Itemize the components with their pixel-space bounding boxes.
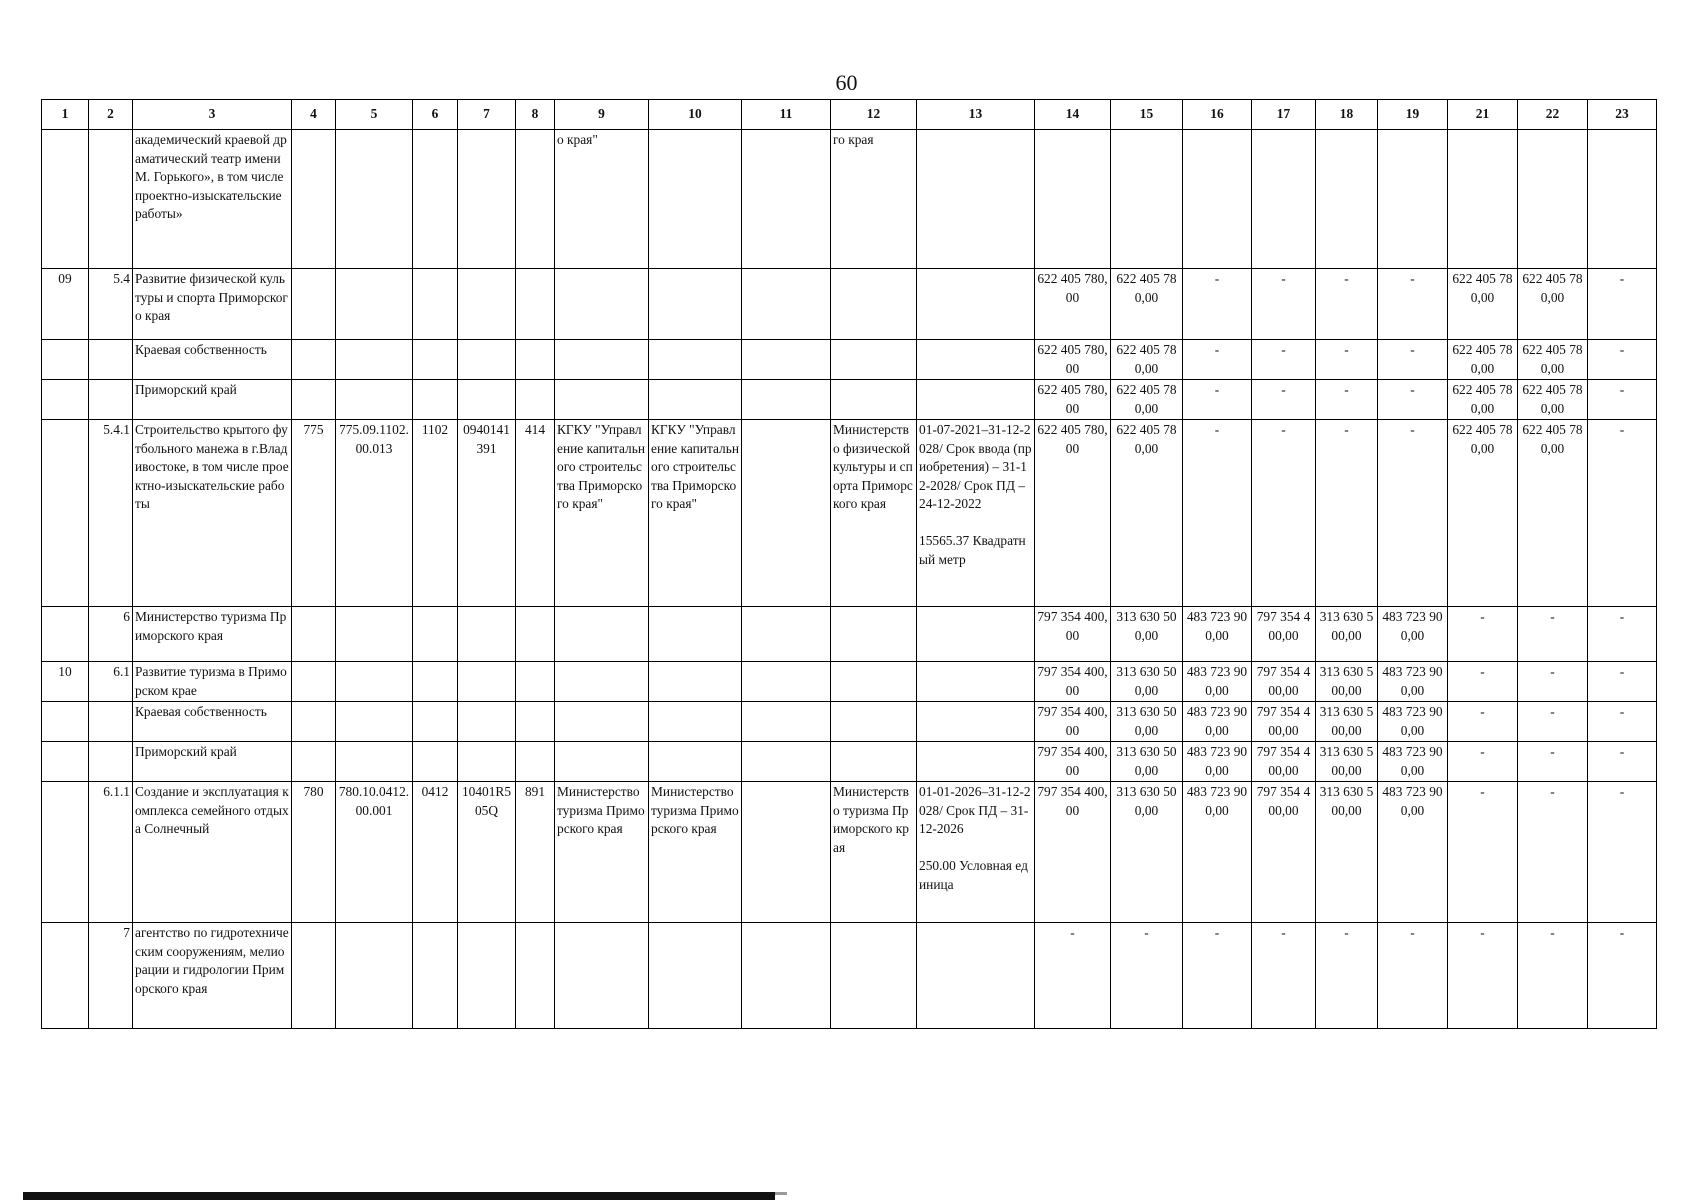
header-row [42,100,1657,130]
table-cell: - [1378,269,1448,340]
table-cell [742,340,831,380]
table-cell: - [1588,782,1657,923]
table-cell [1448,130,1518,269]
table-cell: 622 405 780,00 [1448,420,1518,607]
table-cell: 483 723 900,00 [1183,782,1252,923]
table-cell: 483 723 900,00 [1183,742,1252,782]
table-cell: 7 [89,923,133,1029]
column-header: 10 [649,100,742,130]
table-cell: 797 354 400,00 [1252,742,1316,782]
table-cell [742,742,831,782]
table-cell [917,742,1035,782]
table-cell [649,340,742,380]
table-cell [516,607,555,662]
table-cell: - [1518,702,1588,742]
table-cell: 483 723 900,00 [1378,607,1448,662]
table-cell [458,269,516,340]
table-cell [649,742,742,782]
table-cell [89,130,133,269]
table-cell [516,662,555,702]
table-row [42,269,1657,340]
table-cell: 622 405 780,00 [1518,269,1588,340]
table-cell: 483 723 900,00 [1378,702,1448,742]
table-cell [555,662,649,702]
table-cell [917,380,1035,420]
table-cell [555,380,649,420]
table-cell [831,340,917,380]
column-header: 18 [1316,100,1378,130]
table-cell [413,923,458,1029]
table-cell [292,380,336,420]
table-cell: - [1518,923,1588,1029]
table-cell [89,742,133,782]
table-cell: - [1448,742,1518,782]
table-cell: 622 405 780,00 [1035,420,1111,607]
table-cell: - [1588,662,1657,702]
table-cell [458,130,516,269]
table-cell: КГКУ "Управление капитального строительства Приморского края" [555,420,649,607]
table-cell: КГКУ "Управление капитального строительства Приморского края" [649,420,742,607]
table-cell: - [1588,923,1657,1029]
table-cell [742,269,831,340]
table-cell [831,742,917,782]
table-row [42,340,1657,380]
table-cell [458,380,516,420]
table-cell: 6 [89,607,133,662]
table-cell: - [1252,420,1316,607]
table-cell: 6.1 [89,662,133,702]
table-cell [917,702,1035,742]
table-cell: 09 [42,269,89,340]
table-cell: - [1378,340,1448,380]
table-cell: 313 630 500,00 [1111,702,1183,742]
table-cell: Развитие туризма в Приморском крае [133,662,292,702]
table-cell: 313 630 500,00 [1111,607,1183,662]
table-cell [742,607,831,662]
table-cell: 0940141391 [458,420,516,607]
table-cell: Министерство физической культуры и спорта Приморского края [831,420,917,607]
table-cell: 797 354 400,00 [1035,702,1111,742]
table-cell [555,923,649,1029]
table-cell: Строительство крытого футбольного манежа в г.Владивостоке, в том числе проектно-изыскательские работы [133,420,292,607]
table-cell: 10 [42,662,89,702]
table-cell [292,923,336,1029]
table-row [42,662,1657,702]
table-cell: - [1518,782,1588,923]
table-cell [742,420,831,607]
table-cell [831,269,917,340]
table-cell: Краевая собственность [133,702,292,742]
table-cell: Министерство туризма Приморского края [133,607,292,662]
table-cell: 622 405 780,00 [1111,380,1183,420]
table-cell: - [1316,420,1378,607]
table-cell [42,420,89,607]
table-cell: 891 [516,782,555,923]
column-header: 2 [89,100,133,130]
table-cell: 622 405 780,00 [1448,340,1518,380]
table-cell: - [1518,662,1588,702]
table-cell [89,340,133,380]
table-cell: - [1588,742,1657,782]
table-cell [649,380,742,420]
table-cell: - [1448,782,1518,923]
table-cell: 622 405 780,00 [1518,420,1588,607]
table-cell: 414 [516,420,555,607]
table-cell [413,380,458,420]
table-cell: 483 723 900,00 [1183,662,1252,702]
table-cell: - [1316,340,1378,380]
table-cell: 313 630 500,00 [1111,742,1183,782]
column-header: 21 [1448,100,1518,130]
table-cell [917,607,1035,662]
table-cell: 5.4.1 [89,420,133,607]
table-cell [292,702,336,742]
table-cell: 797 354 400,00 [1252,702,1316,742]
table-cell: 483 723 900,00 [1183,607,1252,662]
column-header: 23 [1588,100,1657,130]
table-cell [1183,130,1252,269]
table-cell: о края" [555,130,649,269]
table-cell [649,130,742,269]
table-cell [413,269,458,340]
table-cell [649,662,742,702]
table-cell [292,130,336,269]
table-cell: - [1588,269,1657,340]
table-cell [831,702,917,742]
table-cell [917,269,1035,340]
table-cell [649,607,742,662]
table-cell: Приморский край [133,742,292,782]
table-cell [89,380,133,420]
table-cell: 313 630 500,00 [1316,782,1378,923]
table-cell [336,380,413,420]
table-cell [516,742,555,782]
table-cell: 313 630 500,00 [1316,662,1378,702]
column-header: 3 [133,100,292,130]
table-cell [413,662,458,702]
table-cell: - [1316,923,1378,1029]
table-cell [458,662,516,702]
table-cell: Создание и эксплуатация комплекса семейного отдыха Солнечный [133,782,292,923]
table-cell: - [1183,923,1252,1029]
table-cell [555,607,649,662]
table-cell: 797 354 400,00 [1252,607,1316,662]
table-cell: - [1183,269,1252,340]
table-cell [516,130,555,269]
table-cell: - [1378,420,1448,607]
table-cell: Краевая собственность [133,340,292,380]
table-cell: Министерство туризма Приморского края [649,782,742,923]
table-cell: - [1111,923,1183,1029]
table-cell [1111,130,1183,269]
table-cell [742,130,831,269]
table-row [42,130,1657,269]
table-cell: - [1252,923,1316,1029]
table-cell [555,340,649,380]
table-cell [516,340,555,380]
table-cell [917,340,1035,380]
table-cell [292,607,336,662]
table-cell: 622 405 780,00 [1518,380,1588,420]
column-header: 9 [555,100,649,130]
column-header: 22 [1518,100,1588,130]
table-cell [42,702,89,742]
table-cell [42,380,89,420]
table-cell: 0412 [413,782,458,923]
table-cell: - [1252,269,1316,340]
table-cell: 622 405 780,00 [1035,269,1111,340]
table-cell [555,702,649,742]
table-cell [831,607,917,662]
table-cell [742,782,831,923]
table-cell: 622 405 780,00 [1448,269,1518,340]
table-cell [292,269,336,340]
column-header: 13 [917,100,1035,130]
column-header: 5 [336,100,413,130]
table-cell: - [1448,923,1518,1029]
table-cell [649,269,742,340]
table-cell: - [1518,742,1588,782]
table-cell: 622 405 780,00 [1111,269,1183,340]
table-cell: 797 354 400,00 [1035,607,1111,662]
table-cell [42,923,89,1029]
table-cell: - [1588,702,1657,742]
table-cell [336,130,413,269]
table-cell: Приморский край [133,380,292,420]
table-cell [1252,130,1316,269]
table-cell: 313 630 500,00 [1111,662,1183,702]
table-cell [555,742,649,782]
table-cell [917,662,1035,702]
table-row [42,380,1657,420]
table-cell [413,130,458,269]
table-cell [458,923,516,1029]
table-cell [413,702,458,742]
table-cell [336,607,413,662]
table-cell: 797 354 400,00 [1035,662,1111,702]
table-cell [458,340,516,380]
table-cell [42,607,89,662]
table-cell: - [1448,702,1518,742]
table-cell: - [1183,380,1252,420]
table-cell [742,380,831,420]
table-cell: 483 723 900,00 [1378,782,1448,923]
table-cell [42,130,89,269]
table-cell: Развитие физической культуры и спорта Приморского края [133,269,292,340]
column-header: 4 [292,100,336,130]
table-row [42,420,1657,607]
table-cell [458,607,516,662]
table-cell: - [1588,607,1657,662]
table-cell: - [1252,380,1316,420]
table-cell [458,742,516,782]
column-header: 11 [742,100,831,130]
table-row [42,702,1657,742]
table-cell [917,130,1035,269]
table-cell: 622 405 780,00 [1518,340,1588,380]
column-header: 12 [831,100,917,130]
table-cell: 780.10.0412.00.001 [336,782,413,923]
table-cell [1316,130,1378,269]
table-cell [555,269,649,340]
table-cell [1035,130,1111,269]
table-cell [336,702,413,742]
table-cell: 5.4 [89,269,133,340]
column-header: 7 [458,100,516,130]
table-cell: - [1518,607,1588,662]
table-cell [292,340,336,380]
table-cell: 313 630 500,00 [1111,782,1183,923]
table-row [42,607,1657,662]
table-cell [1588,130,1657,269]
table-cell: - [1316,269,1378,340]
budget-table [41,99,1657,1029]
page-number: 60 [835,70,858,95]
table-cell: 01-07-2021–31-12-2028/ Срок ввода (приобретения) – 31-12-2028/ Срок ПД – 24-12-2022 15565.37 Квадратный метр [917,420,1035,607]
table-cell [336,662,413,702]
table-cell [292,742,336,782]
column-header: 15 [1111,100,1183,130]
table-cell [1518,130,1588,269]
table-cell [89,702,133,742]
table-cell: 775.09.1102.00.013 [336,420,413,607]
table-cell: - [1588,340,1657,380]
column-header: 19 [1378,100,1448,130]
table-cell [42,742,89,782]
table-cell [336,340,413,380]
table-cell: 10401R505Q [458,782,516,923]
table-cell: - [1448,607,1518,662]
table-cell: 483 723 900,00 [1378,662,1448,702]
table-cell: 01-01-2026–31-12-2028/ Срок ПД – 31-12-2026 250.00 Условная единица [917,782,1035,923]
table-cell: 622 405 780,00 [1448,380,1518,420]
footer-rule [23,1192,775,1200]
table-cell [1378,130,1448,269]
table-cell [649,923,742,1029]
table-cell: 6.1.1 [89,782,133,923]
table-cell [742,662,831,702]
table-row [42,782,1657,923]
table-cell [917,923,1035,1029]
table-cell: 797 354 400,00 [1035,782,1111,923]
table-cell: - [1316,380,1378,420]
table-cell [831,380,917,420]
table-cell: академический краевой драматический театр имени М. Горького», в том числе проектно-изыскательские работы» [133,130,292,269]
table-cell: - [1035,923,1111,1029]
table-cell [742,923,831,1029]
table-cell: 797 354 400,00 [1252,662,1316,702]
table-cell [831,662,917,702]
table-cell: 622 405 780,00 [1111,340,1183,380]
table-cell: 622 405 780,00 [1035,340,1111,380]
table-cell: 622 405 780,00 [1111,420,1183,607]
table-cell: 797 354 400,00 [1252,782,1316,923]
table-cell [413,340,458,380]
table-cell: Министерство туризма Приморского края [831,782,917,923]
column-header: 1 [42,100,89,130]
table-cell: 313 630 500,00 [1316,702,1378,742]
table-cell: 483 723 900,00 [1378,742,1448,782]
table-cell [336,269,413,340]
table-cell [336,923,413,1029]
table-row [42,923,1657,1029]
table-cell: 780 [292,782,336,923]
table-cell: - [1252,340,1316,380]
table-cell [516,923,555,1029]
table-cell: 622 405 780,00 [1035,380,1111,420]
table-cell: - [1183,420,1252,607]
table-cell: 775 [292,420,336,607]
table-cell: 313 630 500,00 [1316,607,1378,662]
table-cell: 313 630 500,00 [1316,742,1378,782]
column-header: 6 [413,100,458,130]
table-cell: - [1378,380,1448,420]
table-cell: - [1588,420,1657,607]
table-cell [42,340,89,380]
table-cell [292,662,336,702]
table-cell [516,380,555,420]
table-cell: 797 354 400,00 [1035,742,1111,782]
table-cell: Министерство туризма Приморского края [555,782,649,923]
table-cell [742,702,831,742]
table-cell [413,742,458,782]
column-header: 14 [1035,100,1111,130]
table-row [42,742,1657,782]
table-cell [831,923,917,1029]
table-cell: 483 723 900,00 [1183,702,1252,742]
table-cell: - [1448,662,1518,702]
table-cell [42,782,89,923]
table-cell: агентство по гидротехническим сооружениям, мелиорации и гидрологии Приморского края [133,923,292,1029]
table-cell [458,702,516,742]
table-cell: - [1378,923,1448,1029]
table-cell: - [1183,340,1252,380]
table-cell [413,607,458,662]
table-cell [516,269,555,340]
footer-rule-tail [775,1192,787,1195]
column-header: 17 [1252,100,1316,130]
table-cell [336,742,413,782]
table-cell: го края [831,130,917,269]
column-header: 8 [516,100,555,130]
table-cell: - [1588,380,1657,420]
table-cell: 1102 [413,420,458,607]
table-cell [649,702,742,742]
column-header: 16 [1183,100,1252,130]
table-cell [516,702,555,742]
